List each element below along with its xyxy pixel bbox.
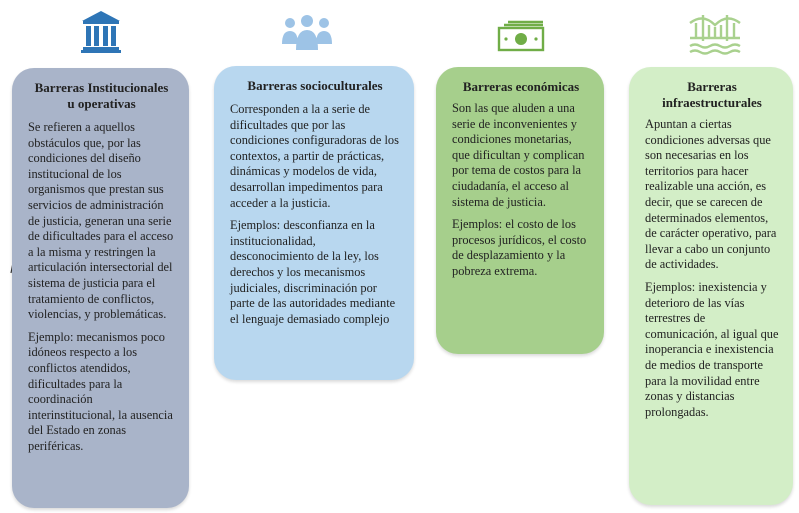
building-columns-icon — [80, 10, 122, 54]
card-title — [230, 78, 400, 94]
card-barreras-economicas — [436, 67, 604, 354]
card-barreras-institucionales — [12, 68, 189, 508]
card-example: Ejemplos: el costo de los procesos jurídicos, el costo de desplazamiento y la pobreza extrema. — [452, 217, 587, 278]
card-example: Ejemplos: desconfianza en la institucionalidad, desconocimiento de la ley, los derechos y los mecanismos judiciales, discriminación por parte de las autoridades mediante el lenguaje demasiado complejo — [230, 218, 396, 326]
card-title-line: u operativas — [67, 96, 136, 111]
card-example: Ejemplos: inexistencia y deterioro de las vías terrestres de comunicación, al igual que inoperancia e inexistencia de medios de transporte para la movilidad entre zonas y distancias prolongadas. — [645, 279, 779, 419]
card-description: Son las que aluden a una serie de inconvenientes y condiciones monetarias, que dificultan y complican por tema de costos para la ciudadanía, el acceso al sistema de justicia. — [452, 101, 585, 209]
card-description: Corresponden a la a serie de dificultades que por las condiciones configuradoras de los contextos, a partir de prácticas, dinámicas y modelos de vida, desarrollan impedimentos para acceder a la justicia. — [230, 102, 399, 210]
card-title — [452, 79, 590, 95]
money-bill-icon — [496, 20, 546, 52]
card-title — [28, 80, 175, 112]
card-title-line: Barreras Institucionales — [34, 80, 169, 95]
card-description: Apuntan a ciertas condiciones adversas que son necesarias en los territorios para hacer realizable una acción, es decir, que se carecen de determinados elementos, de carácter operativo, para llevar a cabo un conjunto de actividades. — [645, 117, 777, 272]
card-barreras-socioculturales — [214, 66, 414, 380]
bridge-icon — [689, 11, 741, 55]
card-example: Ejemplo: mecanismos poco idóneos respecto a los conflictos atendidos, dificultades para la coordinación interinstitucional, la ausencia del Estado en zonas periféricas. — [28, 329, 173, 453]
card-title-line: Barreras — [687, 79, 737, 94]
card-title-line: Barreras económicas — [462, 79, 580, 94]
card-title-line: Barreras socioculturales — [247, 78, 383, 93]
card-barreras-infraestructurales — [629, 67, 793, 505]
card-title-line: infraestructurales — [662, 95, 762, 110]
people-group-icon — [282, 14, 332, 56]
card-title — [645, 79, 779, 111]
card-description: Se refieren a aquellos obstáculos que, por las condiciones del diseño institucional de los organismos que prestan sus servicios de administración de justicia, generan una serie de dificultades para el acceso a la misma y restringen la articulación intersectorial del sistema de justicia para el tratamiento de conflictos, violencias, y problemáticas. — [28, 120, 174, 322]
